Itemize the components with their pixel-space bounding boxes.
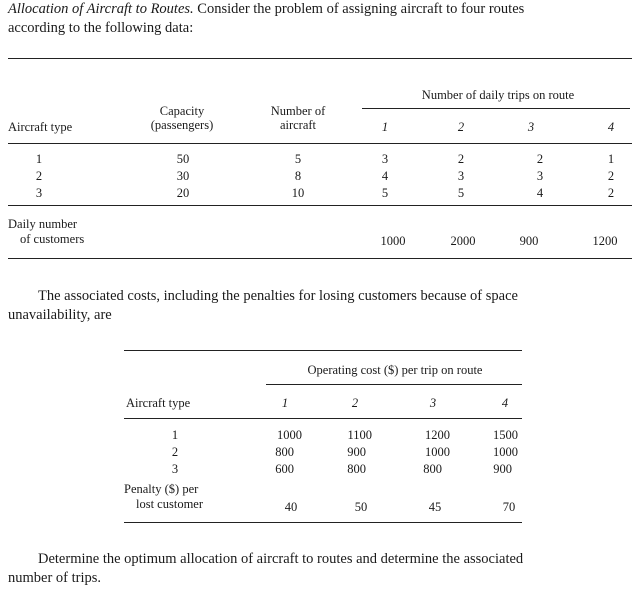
route-header-4: 4 [607, 120, 615, 134]
capacity-header-line2: (passengers) [150, 118, 214, 132]
closing-paragraph [8, 550, 640, 588]
row2-type: 2 [35, 169, 43, 183]
route-header-3: 3 [527, 120, 535, 134]
cost-row3-type: 3 [171, 462, 179, 476]
row3-trip-4: 2 [607, 186, 615, 200]
row2-trip-2: 3 [457, 169, 465, 183]
cost-row2-route-4: 1000 [493, 445, 518, 459]
closing-line-1: Determine the optimum allocation of aircraft to routes and determine the associated [38, 551, 524, 567]
cost-row1-route-1: 1000 [277, 428, 302, 442]
customers-label-line2: of customers [20, 232, 85, 246]
number-header [248, 104, 348, 132]
cost-row2-route-1: 800 [275, 445, 294, 459]
row2-number: 8 [294, 169, 302, 183]
cost-row3-route-2: 800 [347, 462, 366, 476]
penalty-route-4: 70 [502, 500, 516, 514]
table2-bottom-rule [124, 522, 522, 523]
table2-aircraft-type-header: Aircraft type [126, 396, 191, 410]
middle-line-1: The associated costs, including the penalties for losing customers because of space [38, 288, 518, 304]
cost-row1-route-3: 1200 [425, 428, 450, 442]
row3-trip-3: 4 [536, 186, 544, 200]
row2-trip-3: 3 [536, 169, 544, 183]
row3-capacity: 20 [176, 186, 190, 200]
customers-route-1: 1000 [380, 234, 406, 248]
capacity-header [122, 104, 242, 132]
penalty-route-1: 40 [284, 500, 298, 514]
number-header-line1: Number of [270, 104, 326, 118]
cost-row2-route-2: 900 [347, 445, 366, 459]
intro-paragraph [8, 0, 638, 38]
customers-route-3: 900 [519, 234, 539, 248]
row2-trip-1: 4 [381, 169, 389, 183]
closing-line-2: number of trips. [8, 570, 102, 586]
row3-type: 3 [35, 186, 43, 200]
penalty-label [124, 482, 203, 512]
row3-trip-2: 5 [457, 186, 465, 200]
aircraft-type-header: Aircraft type [8, 120, 73, 134]
cost-route-header-2: 2 [351, 396, 359, 410]
customers-label [8, 217, 84, 247]
customers-route-2: 2000 [450, 234, 476, 248]
middle-line-2: unavailability, are [8, 307, 112, 323]
cost-row1-route-4: 1500 [493, 428, 518, 442]
row1-capacity: 50 [176, 152, 190, 166]
cost-row3-route-3: 800 [423, 462, 442, 476]
cost-route-header-1: 1 [281, 396, 289, 410]
table2-group-rule [266, 384, 522, 385]
row2-capacity: 30 [176, 169, 190, 183]
intro-line-1 [8, 0, 638, 19]
table1-body-rule [8, 205, 632, 206]
penalty-route-2: 50 [354, 500, 368, 514]
table1-group-rule [362, 108, 630, 109]
customers-label-line1: Daily number [8, 217, 78, 231]
cost-route-header-4: 4 [501, 396, 509, 410]
cost-row1-type: 1 [171, 428, 179, 442]
row1-trip-1: 3 [381, 152, 389, 166]
problem-title: Allocation of Aircraft to Routes. [8, 1, 194, 17]
cost-row2-type: 2 [171, 445, 179, 459]
table2-top-rule [124, 350, 522, 351]
row1-trip-2: 2 [457, 152, 465, 166]
cost-row1-route-2: 1100 [347, 428, 372, 442]
table1-bottom-rule [8, 258, 632, 259]
table1-header-rule [8, 143, 632, 144]
customers-route-4: 1200 [592, 234, 618, 248]
row1-trip-3: 2 [536, 152, 544, 166]
route-header-2: 2 [457, 120, 465, 134]
number-header-line2: aircraft [279, 118, 317, 132]
table1-top-rule [8, 58, 632, 59]
table2-group-header: Operating cost ($) per trip on route [307, 363, 483, 377]
cost-row3-route-1: 600 [275, 462, 294, 476]
penalty-route-3: 45 [428, 500, 442, 514]
table1-group-header: Number of daily trips on route [421, 88, 575, 102]
row1-trip-4: 1 [607, 152, 615, 166]
cost-route-header-3: 3 [429, 396, 437, 410]
route-header-1: 1 [381, 120, 389, 134]
row1-type: 1 [35, 152, 43, 166]
row3-trip-1: 5 [381, 186, 389, 200]
row3-number: 10 [291, 186, 305, 200]
middle-paragraph [8, 287, 638, 325]
cost-row2-route-3: 1000 [425, 445, 450, 459]
penalty-label-line1: Penalty ($) per [124, 482, 199, 496]
penalty-label-line2: lost customer [136, 497, 204, 511]
cost-row3-route-4: 900 [493, 462, 512, 476]
row2-trip-4: 2 [607, 169, 615, 183]
table2-header-rule [124, 418, 522, 419]
intro-text-1: Consider the problem of assigning aircraft to four routes [193, 1, 525, 17]
row1-number: 5 [294, 152, 302, 166]
capacity-header-line1: Capacity [159, 104, 205, 118]
intro-line-2: according to the following data: [8, 20, 194, 36]
